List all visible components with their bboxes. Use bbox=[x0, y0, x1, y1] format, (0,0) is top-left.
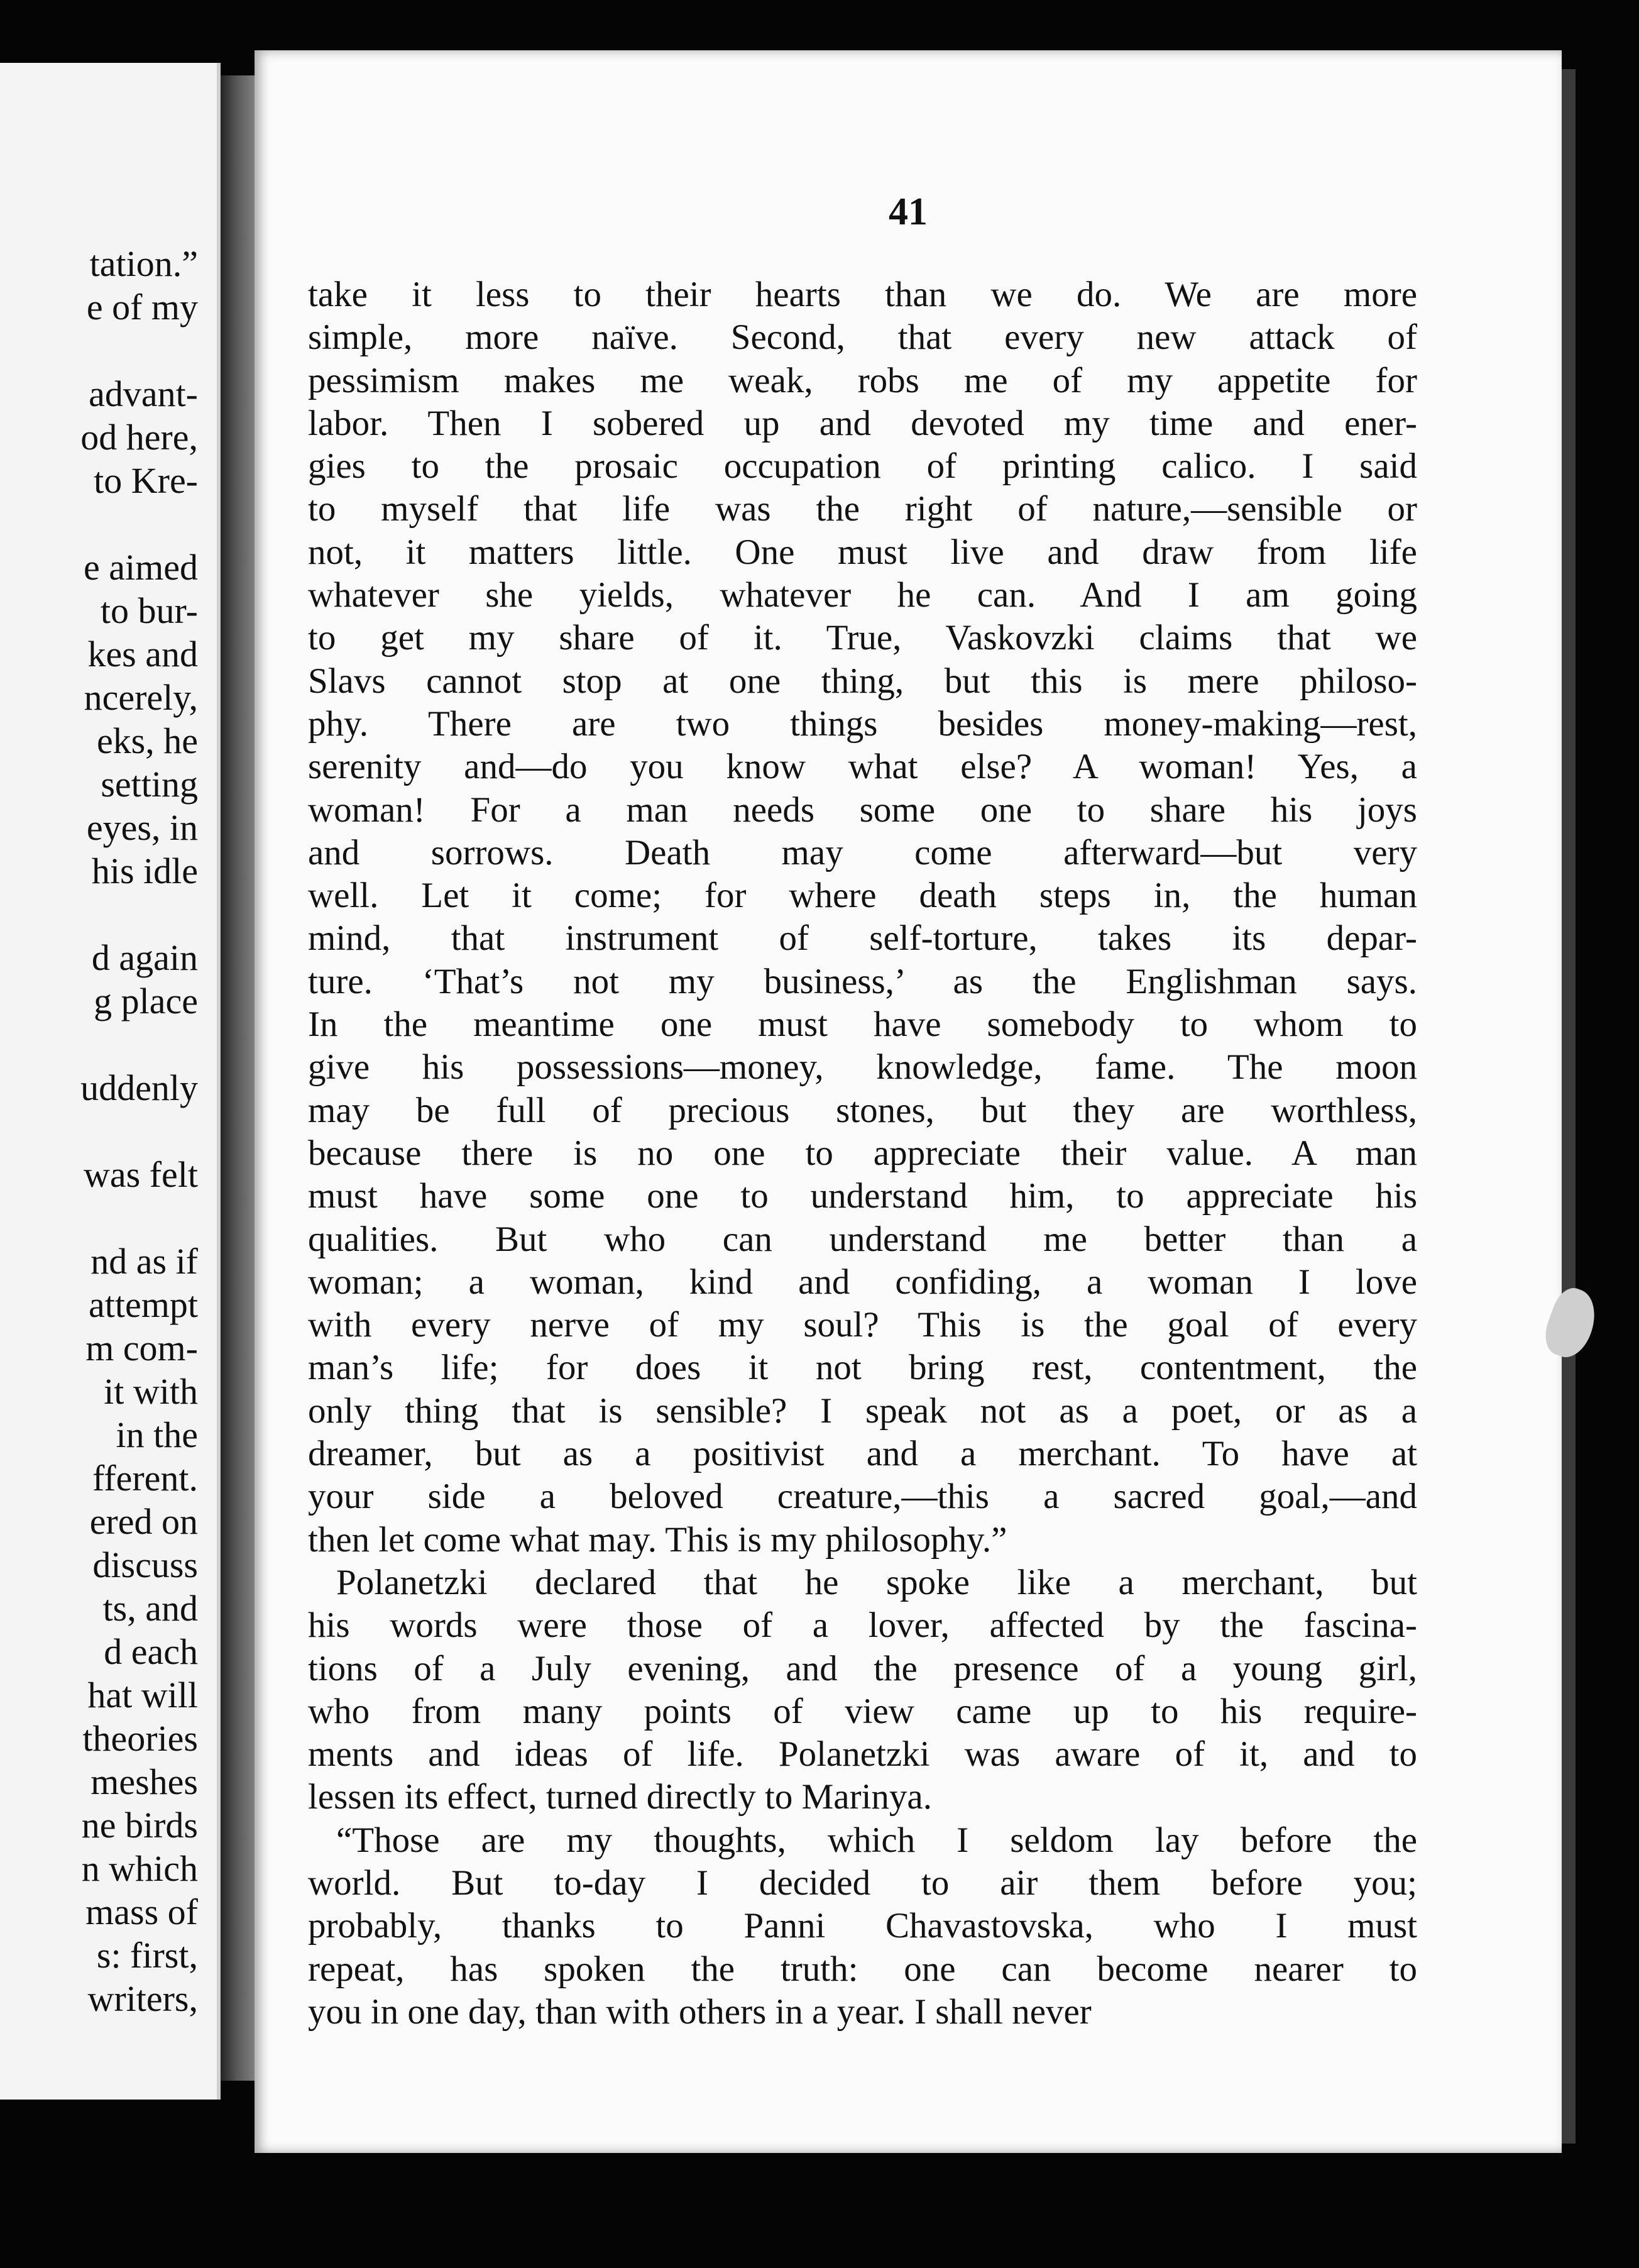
text-line: give his possessions—money, knowledge, fame. The moon bbox=[308, 1047, 1417, 1087]
text-line: who from many points of view came up to his require- bbox=[308, 1691, 1417, 1731]
previous-page-line: to Kre- bbox=[94, 460, 198, 501]
text-line: Polanetzki declared that he spoke like a merchant, but bbox=[336, 1562, 1417, 1602]
text-line: qualities. But who can understand me better than a bbox=[308, 1219, 1417, 1259]
text-line: and sorrows. Death may come afterward—but very bbox=[308, 832, 1417, 873]
text-line: must have some one to understand him, to appreciate his bbox=[308, 1176, 1417, 1216]
previous-page-text bbox=[80, 242, 198, 2020]
previous-page-line: n which bbox=[81, 1848, 198, 1889]
text-line: his words were those of a lover, affected by the fascina- bbox=[308, 1605, 1417, 1646]
previous-page-line: meshes bbox=[90, 1761, 198, 1802]
text-line: man’s life; for does it not bring rest, contentment, the bbox=[308, 1348, 1417, 1388]
previous-page-line: tation.” bbox=[89, 243, 198, 284]
previous-page-line: kes and bbox=[87, 634, 198, 674]
previous-page-line bbox=[80, 893, 198, 936]
text-line: then let come what may. This is my philosophy.” bbox=[308, 1519, 1007, 1560]
text-line: lessen its effect, turned directly to Marinya. bbox=[308, 1777, 932, 1817]
text-line: woman; a woman, kind and confiding, a woman I love bbox=[308, 1262, 1417, 1302]
previous-page-line: writers, bbox=[87, 1978, 198, 2019]
previous-page-line: it with bbox=[104, 1371, 198, 1412]
previous-page-line: his idle bbox=[91, 851, 198, 891]
previous-page-line: in the bbox=[116, 1414, 198, 1455]
previous-page-line: advant- bbox=[89, 373, 198, 414]
previous-page-line bbox=[80, 502, 198, 546]
previous-page-line: ts, and bbox=[102, 1588, 198, 1629]
previous-page-line: e aimed bbox=[84, 547, 198, 588]
text-line: repeat, has spoken the truth: one can become nearer to bbox=[308, 1949, 1417, 1989]
text-line: phy. There are two things besides money-making—rest, bbox=[308, 703, 1417, 744]
text-line: with every nerve of my soul? This is the goal of every bbox=[308, 1305, 1417, 1345]
previous-page-line bbox=[80, 1196, 198, 1240]
text-line: may be full of precious stones, but they are worthless, bbox=[308, 1090, 1417, 1130]
text-line: only thing that is sensible? I speak not as a poet, or as a bbox=[308, 1390, 1417, 1431]
text-line: simple, more naïve. Second, that every new attack of bbox=[308, 317, 1417, 358]
page-number: 41 bbox=[889, 190, 928, 233]
previous-page-line: setting bbox=[101, 764, 198, 805]
previous-page-line: was felt bbox=[84, 1154, 198, 1195]
previous-page-line bbox=[80, 329, 198, 372]
text-line: you in one day, than with others in a year. I shall never bbox=[308, 1991, 1092, 2032]
previous-page-line: nd as if bbox=[90, 1241, 198, 1282]
previous-page-line: d again bbox=[91, 937, 198, 978]
previous-page-line: eyes, in bbox=[86, 807, 198, 848]
page-edge bbox=[1562, 69, 1576, 2144]
text-line: world. But to-day I decided to air them before you; bbox=[308, 1863, 1417, 1903]
text-line: because there is no one to appreciate their value. A man bbox=[308, 1133, 1417, 1173]
previous-page-line bbox=[80, 1109, 198, 1153]
text-line: ture. ‘That’s not my business,’ as the Englishman says. bbox=[308, 961, 1417, 1001]
text-line: your side a beloved creature,—this a sacred goal,—and bbox=[308, 1477, 1417, 1517]
previous-page-line: uddenly bbox=[80, 1067, 198, 1108]
previous-page-line: od here, bbox=[80, 417, 198, 458]
text-line: serenity and—do you know what else? A woman! Yes, a bbox=[308, 747, 1417, 787]
text-line: to get my share of it. True, Vaskovzki claims that we bbox=[308, 618, 1417, 658]
previous-page-line: eks, he bbox=[96, 720, 198, 761]
previous-page-line: d each bbox=[104, 1631, 198, 1672]
text-line: pessimism makes me weak, robs me of my appetite for bbox=[308, 360, 1417, 400]
previous-page-line: ne birds bbox=[81, 1805, 198, 1846]
text-line: whatever she yields, whatever he can. And I am going bbox=[308, 575, 1417, 615]
page-body-text bbox=[308, 273, 1417, 2034]
text-line: In the meantime one must have somebody to whom to bbox=[308, 1005, 1417, 1045]
previous-page-line: hat will bbox=[87, 1675, 198, 1715]
text-line: woman! For a man needs some one to share his joys bbox=[308, 790, 1417, 830]
previous-page bbox=[0, 63, 221, 2100]
previous-page-line: ered on bbox=[89, 1501, 198, 1542]
text-line: tions of a July evening, and the presence of a young girl, bbox=[308, 1648, 1417, 1688]
text-line: take it less to their hearts than we do. We are more bbox=[308, 275, 1417, 314]
previous-page-line bbox=[80, 1023, 198, 1066]
text-line: “Those are my thoughts, which I seldom lay before the bbox=[336, 1820, 1417, 1860]
previous-page-line: theories bbox=[82, 1718, 198, 1759]
text-line: gies to the prosaic occupation of printing calico. I said bbox=[308, 446, 1417, 487]
text-line: labor. Then I sobered up and devoted my time and ener- bbox=[308, 403, 1417, 443]
previous-page-line: s: first, bbox=[96, 1935, 198, 1976]
previous-page-line: fferent. bbox=[92, 1458, 198, 1499]
text-line: Slavs cannot stop at one thing, but this is mere philoso- bbox=[308, 661, 1417, 701]
previous-page-line: to bur- bbox=[100, 590, 198, 631]
previous-page-line: attempt bbox=[89, 1284, 198, 1325]
text-line: ments and ideas of life. Polanetzki was aware of it, and to bbox=[308, 1734, 1417, 1775]
text-line: mind, that instrument of self-torture, takes its depar- bbox=[308, 918, 1417, 959]
text-line: well. Let it come; for where death steps in, the human bbox=[308, 876, 1417, 916]
previous-page-line: mass of bbox=[85, 1891, 198, 1932]
text-line: dreamer, but as a positivist and a merchant. To have at bbox=[308, 1434, 1417, 1474]
previous-page-line: discuss bbox=[92, 1544, 198, 1585]
previous-page-line: e of my bbox=[86, 287, 198, 328]
book-gutter bbox=[221, 75, 258, 2081]
text-line: to myself that life was the right of nature,—sensible or bbox=[308, 489, 1417, 529]
book-page bbox=[255, 50, 1562, 2153]
previous-page-line: ncerely, bbox=[84, 677, 198, 718]
text-line: probably, thanks to Panni Chavastovska, who I must bbox=[308, 1906, 1417, 1946]
previous-page-line: m com- bbox=[85, 1328, 198, 1368]
text-line: not, it matters little. One must live and draw from life bbox=[308, 532, 1417, 572]
previous-page-line: g place bbox=[94, 981, 198, 1021]
